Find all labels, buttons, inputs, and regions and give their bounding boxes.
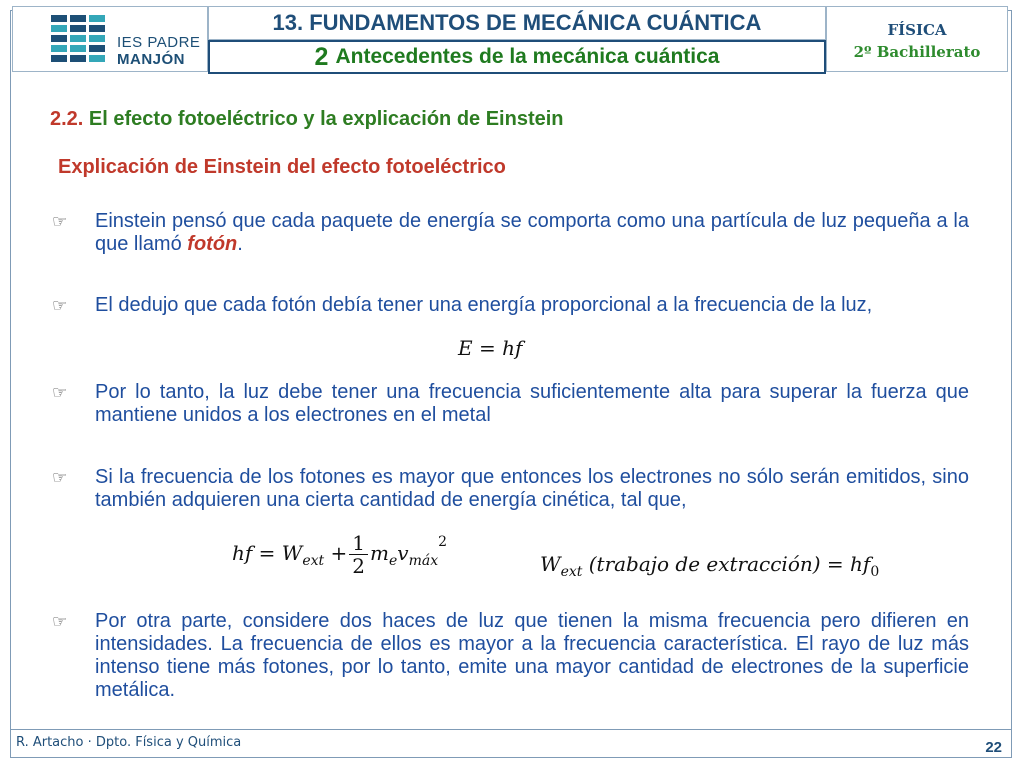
footer-author: R. Artacho · Dpto. Física y Química: [16, 735, 242, 750]
bullet-2: El dedujo que cada fotón debía tener una energía proporcional a la frecuencia de la luz,: [95, 294, 873, 316]
section-number: 2.2.: [50, 108, 84, 130]
subject-name: FÍSICA: [887, 21, 947, 39]
pointing-hand-icon: ☞: [52, 468, 68, 488]
unit-subtitle: [208, 40, 826, 74]
pointing-hand-icon: ☞: [52, 296, 68, 316]
subject-box: [826, 6, 1008, 72]
logo-line2: MANJÓN: [117, 51, 186, 68]
bullet-1-end: .: [237, 233, 243, 255]
bullet-1-text: Einstein pensó que cada paquete de energía se comporta como una partícula de luz pequeña a la que llamó: [95, 210, 969, 255]
subtitle-number: 2: [314, 42, 329, 71]
bullet-3: Por lo tanto, la luz debe tener una frecuencia suficientemente alta para superar la fuerza que mantiene unidos a los electrones en el metal: [95, 381, 969, 426]
bullet-1: [95, 210, 969, 256]
equation-energy: E = hf: [458, 336, 523, 360]
subtitle-text: Antecedentes de la mecánica cuántica: [335, 45, 720, 68]
unit-title: 13. FUNDAMENTOS DE MECÁNICA CUÁNTICA: [208, 6, 826, 40]
footer-divider: [10, 729, 1012, 730]
school-logo: [12, 6, 208, 72]
photon-highlight: fotón: [187, 233, 238, 255]
section-heading: [50, 108, 564, 131]
equation-work-function: $W_{ext}$ (trabajo de extracción) = $hf_0$: [540, 552, 880, 580]
section-title: El efecto fotoeléctrico y la explicación de Einstein: [88, 108, 564, 130]
pointing-hand-icon: ☞: [52, 383, 68, 403]
pointing-hand-icon: ☞: [52, 612, 68, 632]
logo-grid-icon: [51, 15, 107, 65]
pointing-hand-icon: ☞: [52, 212, 68, 232]
subheading: Explicación de Einstein del efecto fotoeléctrico: [58, 156, 506, 178]
page-number: 22: [985, 739, 1002, 756]
logo-line1: IES PADRE: [117, 34, 201, 51]
bullet-4: Si la frecuencia de los fotones es mayor que entonces los electrones no sólo serán emitidos, sino también adquieren una cierta cantidad de energía cinética, tal que,: [95, 466, 969, 511]
fraction-one-half: $\frac{1}{2}$: [349, 532, 368, 577]
bullet-5: Por otra parte, considere dos haces de luz que tienen la misma frecuencia pero difieren en intensidades. La frecuencia de ellos es mayor a la frecuencia característica. El rayo de luz más intenso tiene más fotones, por lo tanto, emite una mayor cantidad de electrones de la superficie metálica.: [95, 610, 969, 701]
course-name: 2º Bachillerato: [853, 43, 981, 61]
equation-kinetic-energy: hf = $W_{ext}$ + $\frac{1}{2}$ $m_ev_{máx}^2$: [232, 531, 448, 578]
